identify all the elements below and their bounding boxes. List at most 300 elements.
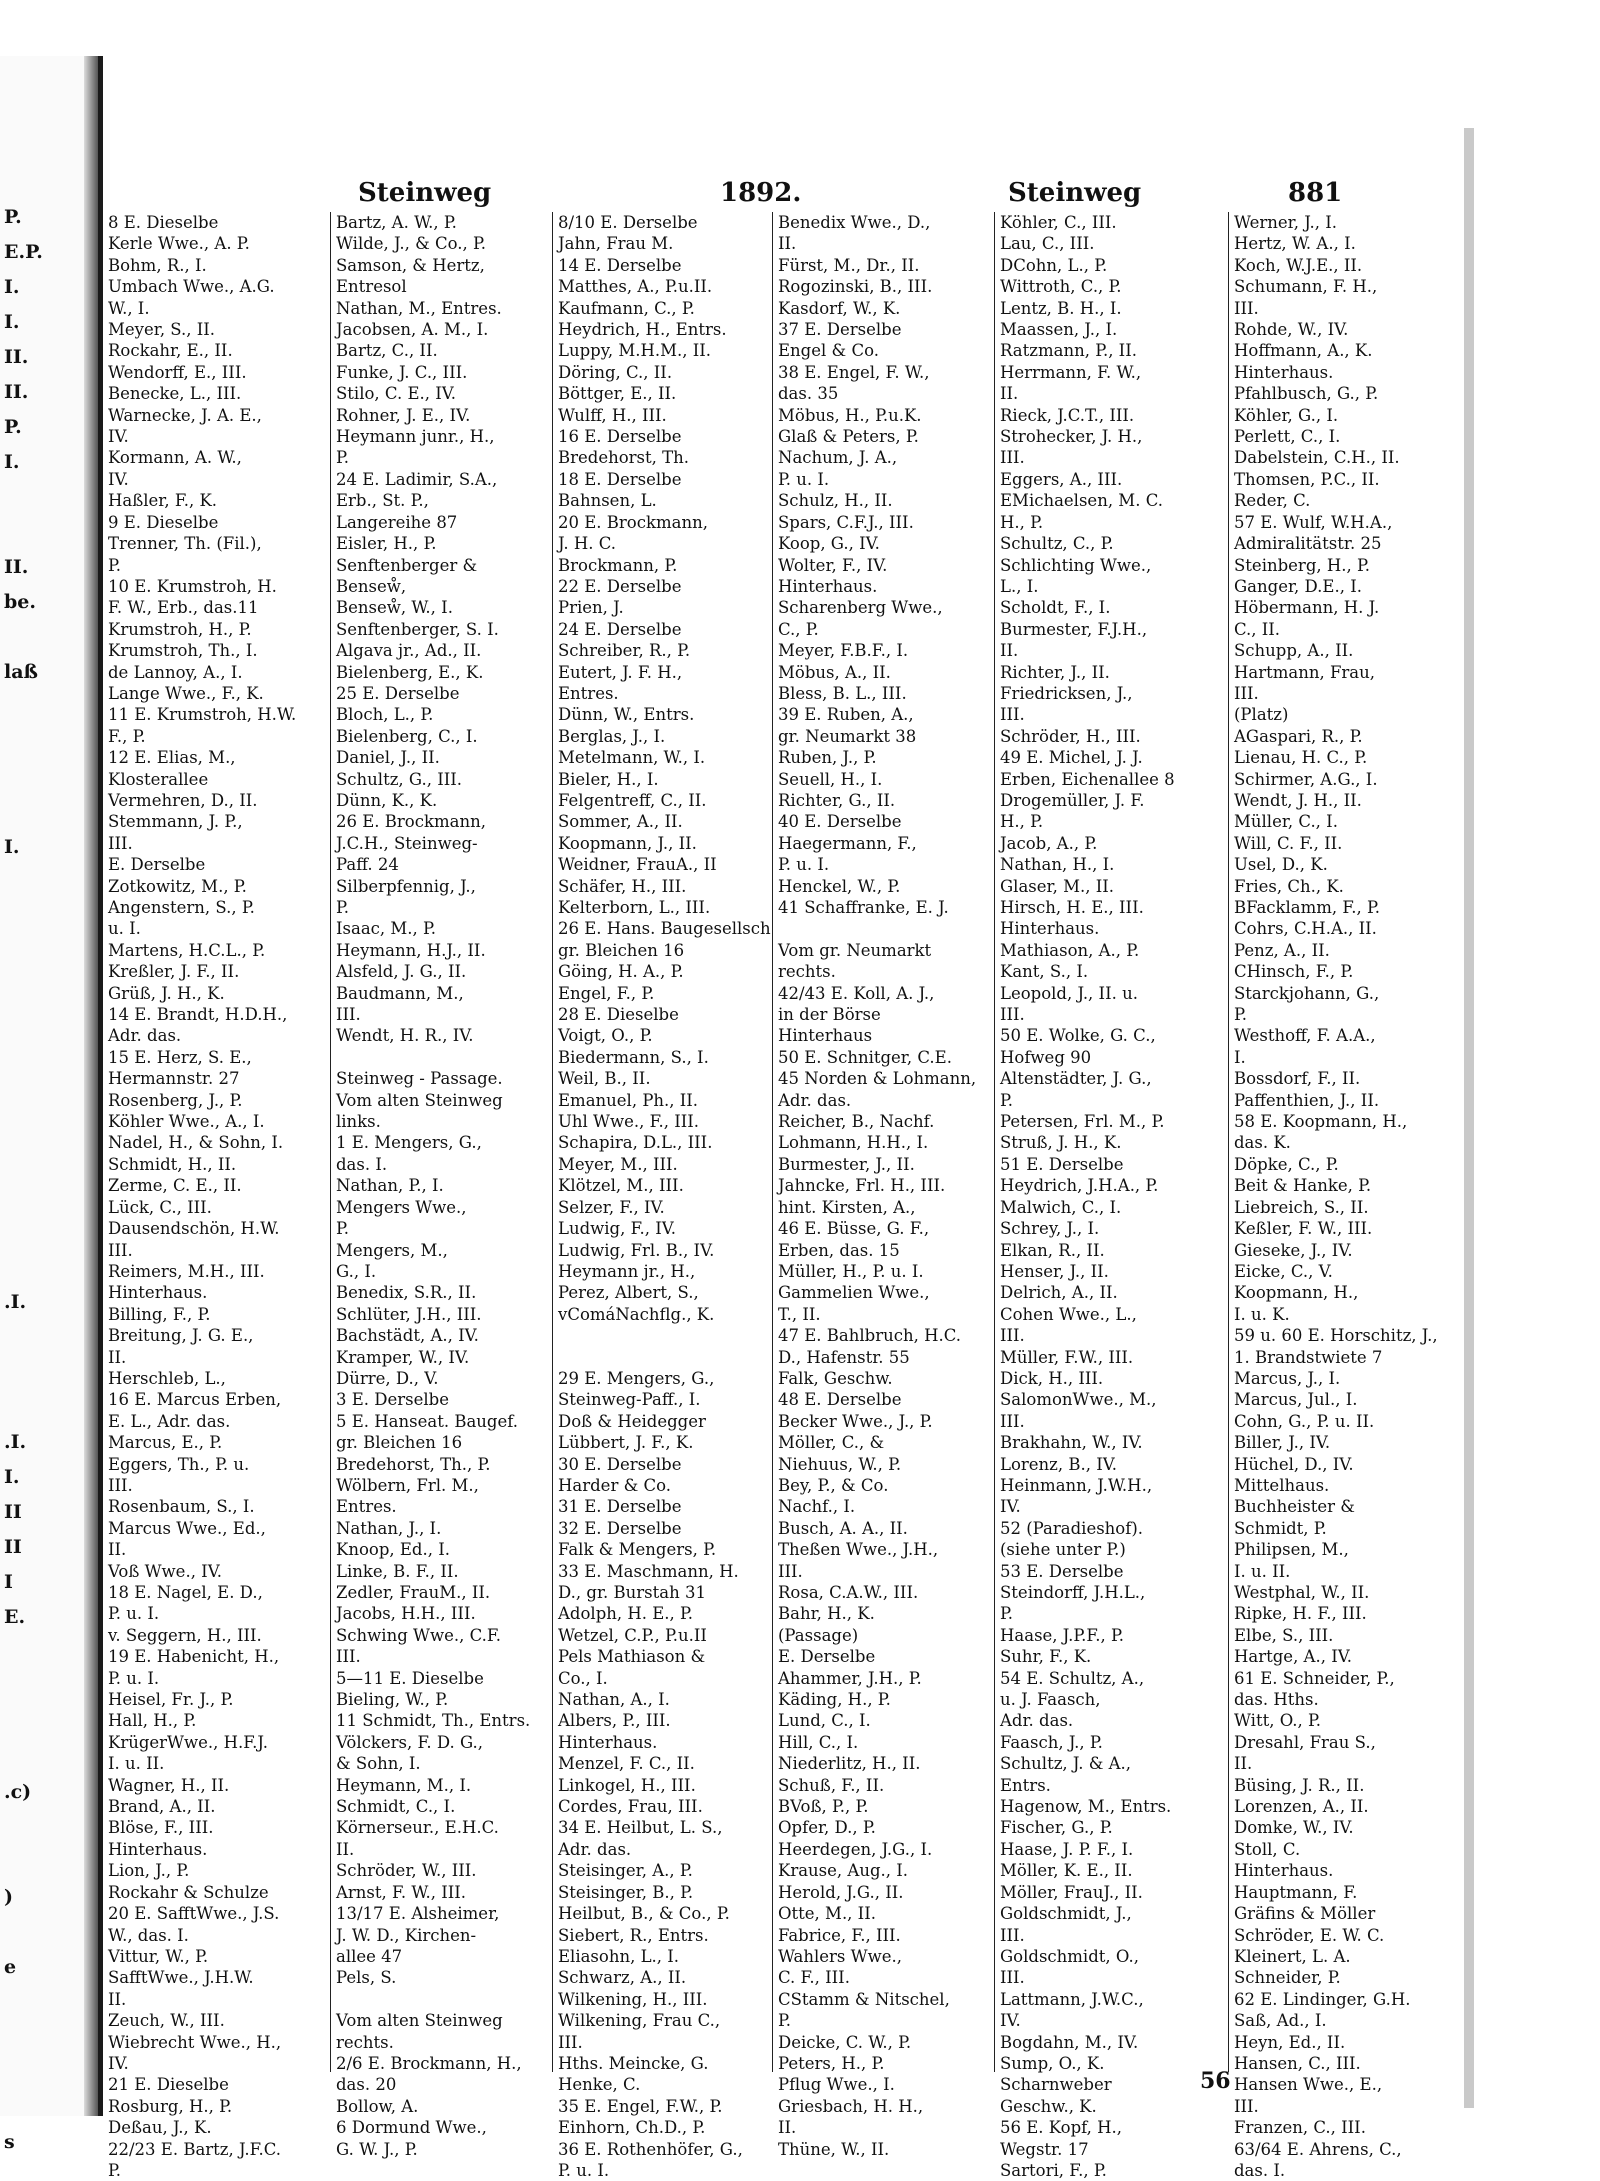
directory-entry-line: IV. (1000, 1497, 1021, 1517)
directory-entry-line: Lentz, B. H., I. (1000, 298, 1122, 318)
directory-entry-line: Stemmann, J. P., (108, 812, 243, 832)
directory-entry-line: Wilde, J., & Co., P. (336, 234, 487, 254)
directory-entry-line: Adr. das. (108, 1026, 182, 1046)
directory-entry-line: Matthes, A., P.u.II. (558, 277, 713, 297)
directory-entry-line: Kramper, W., IV. (336, 1347, 470, 1367)
directory-entry-line: Krumstroh, H., P. (108, 619, 252, 639)
directory-entry-line: 30 E. Derselbe (558, 1454, 682, 1474)
directory-entry-line: T., II. (778, 1304, 821, 1324)
directory-entry-line: Grüß, J. H., K. (108, 983, 225, 1003)
directory-entry-line: Engel & Co. (778, 341, 879, 361)
directory-entry-line: 18 E. Derselbe (558, 469, 682, 489)
directory-entry-line: Nathan, M., Entres. (336, 298, 502, 318)
directory-entry-line: Hths. Meincke, G. (558, 2053, 709, 2073)
directory-entry-line: 1. Brandstwiete 7 (1234, 1347, 1383, 1367)
directory-entry-line: Keßler, F. W., III. (1234, 1219, 1373, 1239)
directory-entry-line: P. (108, 555, 122, 575)
directory-entry-line: Müller, F.W., III. (1000, 1347, 1134, 1367)
directory-entry-line: Menzel, F. C., II. (558, 1754, 695, 1774)
directory-entry-line: Eggers, A., III. (1000, 469, 1123, 489)
directory-entry-line: Schäfer, H., III. (558, 876, 687, 896)
directory-entry-line: Funke, J. C., III. (336, 362, 468, 382)
directory-entry-line: IV. (108, 2053, 129, 2073)
directory-entry-line: Adolph, H. E., P. (558, 1604, 694, 1624)
directory-entry-line: 24 E. Ladimir, S.A., (336, 469, 498, 489)
directory-entry-line: Rockahr & Schulze (108, 1882, 269, 1902)
directory-entry-line: C. F., III. (778, 1968, 850, 1988)
directory-entry-line: rechts. (778, 962, 836, 982)
directory-entry-line: Hartmann, Frau, (1234, 662, 1376, 682)
directory-entry-line: Glaser, M., II. (1000, 876, 1115, 896)
directory-entry-line: Brand, A., II. (108, 1797, 216, 1817)
directory-entry-line: Ahammer, J.H., P. (778, 1668, 922, 1688)
directory-entry-line: Bredehorst, Th., P. (336, 1454, 491, 1474)
column-5 (1000, 212, 1224, 2180)
directory-entry-line: P. (1000, 1604, 1014, 1624)
directory-entry-line: Senftenberger, S. I. (336, 619, 499, 639)
directory-entry-line: III. (108, 1475, 133, 1495)
directory-entry-line: Rohner, J. E., IV. (336, 405, 471, 425)
directory-entry-line: in der Börse (778, 1005, 881, 1025)
directory-entry-line: 21 E. Dieselbe (108, 2075, 229, 2095)
directory-entry-line: Selzer, F., IV. (558, 1197, 665, 1217)
directory-entry-line: 47 E. Bahlbruch, H.C. (778, 1326, 961, 1346)
directory-entry-line: Bless, B. L., III. (778, 683, 907, 703)
directory-entry-line (558, 1347, 768, 1368)
directory-entry-line: (Platz) (1234, 705, 1289, 725)
directory-entry-line: 51 E. Derselbe (1000, 1154, 1124, 1174)
directory-entry-line: KrügerWwe., H.F.J. (108, 1732, 268, 1752)
previous-page-fragment: .I. (4, 1431, 27, 1453)
directory-entry-line: Witt, O., P. (1234, 1711, 1321, 1731)
directory-entry-line: Henser, J., II. (1000, 1261, 1109, 1281)
directory-entry-line: Rosburg, H., P. (108, 2096, 233, 2116)
directory-entry-line: 62 E. Lindinger, G.H. (1234, 1989, 1411, 2009)
directory-entry-line: Köhler, C., III. (1000, 213, 1117, 232)
directory-entry-line: Wahlers Wwe., (778, 1946, 902, 1966)
directory-entry-line: Billing, F., P. (108, 1304, 211, 1324)
directory-entry-line: Liebreich, S., II. (1234, 1197, 1369, 1217)
directory-entry-line: J. H. C. (558, 534, 616, 554)
directory-entry-line: Ripke, H. F., III. (1234, 1604, 1367, 1624)
directory-entry-line: Zotkowitz, M., P. (108, 876, 247, 896)
directory-entry-line: Rosenbaum, S., I. (108, 1497, 255, 1517)
directory-entry-line: links. (336, 1112, 381, 1132)
directory-entry-line: Bahr, H., K. (778, 1604, 875, 1624)
directory-entry-line: Glaß & Peters, P. (778, 427, 919, 447)
directory-entry-line: das. 35 (778, 384, 839, 404)
previous-page-fragment: I (4, 1571, 13, 1593)
previous-page-fragment: P. (4, 416, 22, 438)
directory-entry-line: Jacobs, H.H., III. (336, 1604, 476, 1624)
directory-entry-line: Döring, C., II. (558, 362, 673, 382)
directory-entry-line: Emanuel, Ph., II. (558, 1090, 699, 1110)
directory-entry-line: Zedler, FrauM., II. (336, 1583, 491, 1602)
directory-entry-line: II. (336, 1839, 355, 1859)
directory-entry-line: Erb., St. P., (336, 491, 429, 511)
directory-entry-line: Pflug Wwe., I. (778, 2075, 895, 2095)
directory-entry-line: 28 E. Dieselbe (558, 1005, 679, 1025)
directory-entry-line: Nathan, P., I. (336, 1176, 444, 1196)
directory-entry-line: Bloch, L., P. (336, 705, 434, 725)
directory-entry-line: D., gr. Burstah 31 (558, 1583, 706, 1602)
directory-entry-line: 40 E. Derselbe (778, 812, 902, 832)
directory-entry-line: Umbach Wwe., A.G. (108, 277, 275, 297)
directory-entry-line: 26 E. Hans. Baugesellsch (558, 919, 771, 939)
directory-entry-line: III. (1000, 1411, 1025, 1431)
directory-entry-line: Heymann jr., H., (558, 1261, 696, 1281)
directory-entry-line: Deicke, C. W., P. (778, 2032, 912, 2052)
directory-entry-line: I. u. II. (1234, 1561, 1291, 1581)
directory-entry-line: Starckjohann, G., (1234, 983, 1380, 1003)
directory-entry-line: Sump, O., K. (1000, 2053, 1105, 2073)
directory-entry-line: F. W., Erb., das.11 (108, 598, 259, 618)
directory-entry-line: 8 E. Dieselbe (108, 213, 219, 232)
directory-entry-line: Böttger, E., II. (558, 384, 677, 404)
directory-entry-line: Krause, Aug., I. (778, 1861, 909, 1881)
directory-entry-line: L., I. (1000, 576, 1039, 596)
directory-entry-line: Fries, Ch., K. (1234, 876, 1344, 896)
directory-entry-line: Kerle Wwe., A. P. (108, 234, 250, 254)
directory-entry-line: Henke, C. (558, 2075, 641, 2095)
directory-entry-line: Delrich, A., II. (1000, 1283, 1118, 1303)
directory-entry-line: 57 E. Wulf, W.H.A., (1234, 512, 1393, 532)
directory-entry-line: Jacobsen, A. M., I. (336, 320, 489, 340)
directory-entry-line: rechts. (336, 2032, 394, 2052)
directory-entry-line: 33 E. Maschmann, H. (558, 1561, 739, 1581)
directory-entry-line: Hauptmann, F. (1234, 1882, 1358, 1902)
directory-entry-line: Gräfins & Möller (1234, 1904, 1376, 1924)
directory-entry-line: BVoß, P., P. (778, 1797, 869, 1817)
directory-entry-line: III. (1234, 2096, 1259, 2116)
directory-entry-line: 34 E. Heilbut, L. S., (558, 1818, 723, 1838)
directory-entry-line: Engel, F., P. (558, 983, 655, 1003)
directory-entry-line: Wilkening, Frau C., (558, 2011, 721, 2031)
header-left-title: Steinweg (358, 178, 492, 208)
directory-entry-line: Adr. das. (558, 1839, 632, 1859)
directory-entry-line: Prien, J. (558, 598, 624, 618)
directory-entry-line: Schlüter, J.H., III. (336, 1304, 482, 1324)
directory-entry-line: E. Derselbe (108, 855, 206, 875)
directory-entry-line: Steinweg-Paff., I. (558, 1390, 701, 1410)
directory-entry-line: Sommer, A., II. (558, 812, 683, 832)
directory-entry-line: Hermannstr. 27 (108, 1069, 240, 1089)
directory-entry-line: Dresahl, Frau S., (1234, 1732, 1376, 1752)
header-year: 1892. (720, 178, 802, 208)
directory-entry-line: Wittroth, C., P. (1000, 277, 1122, 297)
directory-entry-line: 1 E. Mengers, G., (336, 1133, 482, 1153)
directory-entry-line: Vom gr. Neumarkt (778, 940, 932, 960)
directory-entry-line: Schröder, E. W. C. (1234, 1925, 1385, 1945)
directory-entry-line: Arnst, F. W., III. (336, 1882, 466, 1902)
directory-entry-line: Alsfeld, J. G., II. (336, 962, 467, 982)
directory-entry-line: Domke, W., IV. (1234, 1818, 1354, 1838)
directory-entry-line: P. u. I. (778, 469, 830, 489)
directory-entry-line: Scharnweber (1000, 2075, 1112, 2095)
directory-entry-line: Admiralitätstr. 25 (1234, 534, 1382, 554)
directory-entry-line: Elkan, R., II. (1000, 1240, 1105, 1260)
directory-entry-line: Bartz, A. W., P. (336, 213, 457, 232)
directory-entry-line: Meyer, M., III. (558, 1154, 678, 1174)
directory-entry-line: Zerme, C. E., II. (108, 1176, 242, 1196)
directory-entry-line: Benseẘ, W., I. (336, 598, 453, 618)
directory-entry-line: P. u. I. (558, 2160, 610, 2180)
directory-entry-line: Dabelstein, C.H., II. (1234, 448, 1400, 468)
directory-entry-line: 6 Dormund Wwe., (336, 2118, 487, 2138)
directory-entry-line: 19 E. Habenicht, H., (108, 1647, 280, 1667)
directory-entry-line: Heinmann, J.W.H., (1000, 1475, 1153, 1495)
directory-entry-line: Benseẘ, (336, 576, 407, 596)
directory-entry-line: Stoll, C. (1234, 1839, 1301, 1859)
directory-entry-line: Blöse, F., III. (108, 1818, 214, 1838)
directory-entry-line: Daniel, J., II. (336, 748, 440, 768)
directory-entry-line: Nathan, J., I. (336, 1518, 442, 1538)
directory-entry-line: 52 (Paradieshof). (1000, 1518, 1144, 1538)
directory-entry-line: Cohrs, C.H.A., II. (1234, 919, 1377, 939)
directory-entry-line: Hagenow, M., Entrs. (1000, 1797, 1172, 1817)
directory-entry-line (778, 918, 990, 939)
directory-entry-line: gr. Bleichen 16 (558, 940, 685, 960)
directory-entry-line: Rockahr, E., II. (108, 341, 233, 361)
directory-entry-line: Peters, H., P. (778, 2053, 885, 2073)
directory-entry-line: 59 u. 60 E. Horschitz, J., (1234, 1326, 1438, 1346)
directory-entry-line: Göing, H. A., P. (558, 962, 684, 982)
directory-entry-line: 50 E. Schnitger, C.E. (778, 1047, 952, 1067)
directory-entry-line: Heisel, Fr. J., P. (108, 1690, 234, 1710)
directory-entry-line: Heymann junr., H., (336, 427, 495, 447)
directory-entry-line: (Passage) (778, 1625, 859, 1645)
directory-entry-line: Saß, Ad., I. (1234, 2011, 1327, 2031)
directory-entry-line: Marcus, E., P. (108, 1433, 223, 1453)
previous-page-fragment: I. (4, 311, 20, 333)
directory-entry-line: 16 E. Derselbe (558, 427, 682, 447)
directory-entry-line: Ludwig, F., IV. (558, 1219, 677, 1239)
directory-entry-line: Kreßler, J. F., II. (108, 962, 240, 982)
directory-entry-line: Mathiason, A., P. (1000, 940, 1140, 960)
directory-entry-line: W., das. I. (108, 1925, 189, 1945)
directory-entry-line: Voß Wwe., IV. (108, 1561, 222, 1581)
directory-entry-line: & Sohn, I. (336, 1754, 421, 1774)
directory-entry-line: E. L., Adr. das. (108, 1411, 231, 1431)
directory-entry-line: Opfer, D., P. (778, 1818, 876, 1838)
directory-entry-line: III. (1000, 1925, 1025, 1945)
directory-entry-line: 61 E. Schneider, P., (1234, 1668, 1395, 1688)
directory-entry-line: II. (108, 1989, 127, 2009)
directory-entry-line: Samson, & Hertz, (336, 255, 485, 275)
directory-entry-line (336, 1989, 548, 2010)
directory-entry-line: 9 E. Dieselbe (108, 512, 219, 532)
directory-entry-line: Senftenberger & (336, 555, 478, 575)
directory-entry-line: de Lannoy, A., I. (108, 662, 243, 682)
directory-entry-line: P. (336, 1219, 350, 1239)
directory-entry-line: Algava jr., Ad., II. (336, 641, 482, 661)
directory-entry-line: Jacob, A., P. (1000, 833, 1098, 853)
directory-entry-line: Zeuch, W., III. (108, 2011, 225, 2031)
directory-entry-line: Baudmann, M., (336, 983, 464, 1003)
directory-entry-line: Uhl Wwe., F., III. (558, 1112, 700, 1132)
directory-entry-line: 58 E. Koopmann, H., (1234, 1112, 1408, 1132)
directory-entry-line: Steinberg, H., P. (1234, 555, 1370, 575)
directory-entry-line: 25 E. Derselbe (336, 683, 460, 703)
directory-entry-line: Nachum, J. A., (778, 448, 898, 468)
directory-entry-line: Deßau, J., K. (108, 2118, 212, 2138)
directory-entry-line: III. (1000, 705, 1025, 725)
directory-entry-line: Heydrich, H., Entrs. (558, 320, 727, 340)
directory-entry-line: Hinterhaus. (108, 1839, 208, 1859)
directory-entry-line: Dausendschön, H.W. (108, 1219, 280, 1239)
directory-entry-line: IV. (108, 427, 129, 447)
directory-entry-line: III. (336, 1647, 361, 1667)
directory-entry-line: 37 E. Derselbe (778, 320, 902, 340)
directory-entry-line: 38 E. Engel, F. W., (778, 362, 930, 382)
directory-entry-line: 36 E. Rothenhöfer, G., (558, 2139, 743, 2159)
column-divider (552, 212, 553, 2072)
directory-entry-line: Erben, das. 15 (778, 1240, 900, 1260)
directory-entry-line: III. (1234, 683, 1259, 703)
directory-entry-line: Haßler, F., K. (108, 491, 218, 511)
directory-entry-line: Luppy, M.H.M., II. (558, 341, 712, 361)
directory-entry-line: 29 E. Mengers, G., (558, 1368, 715, 1388)
directory-entry-line: DCohn, L., P. (1000, 255, 1108, 275)
directory-entry-line: Schultz, J. & A., (1000, 1754, 1132, 1774)
directory-entry-line: Albers, P., III. (558, 1711, 671, 1731)
directory-entry-line: Müller, H., P. u. I. (778, 1261, 924, 1281)
directory-entry-line: Schwing Wwe., C.F. (336, 1625, 501, 1645)
directory-entry-line: Wendt, H. R., IV. (336, 1026, 474, 1046)
column-divider (772, 212, 773, 2072)
directory-entry-line: Jahn, Frau M. (558, 234, 674, 254)
directory-entry-line: Eggers, Th., P. u. (108, 1454, 250, 1474)
directory-entry-line: Martens, H.C.L., P. (108, 940, 266, 960)
directory-entry-line: u. I. (108, 919, 141, 939)
directory-entry-line: Faasch, J., P. (1000, 1732, 1103, 1752)
directory-entry-line: Schneider, P. (1234, 1968, 1341, 1988)
directory-entry-line: Bredehorst, Th. (558, 448, 690, 468)
directory-entry-line: Herschleb, L., (108, 1368, 226, 1388)
previous-page-fragment: ) (4, 1886, 13, 1908)
column-divider (330, 212, 331, 2072)
directory-entry-line: Pels, S. (336, 1968, 397, 1988)
directory-entry-line: Ludwig, Frl. B., IV. (558, 1240, 715, 1260)
directory-entry-line: III. (1000, 1005, 1025, 1025)
column-1 (108, 212, 326, 2180)
directory-entry-line: Bartz, C., II. (336, 341, 438, 361)
directory-entry-line: II. (778, 2118, 797, 2138)
directory-entry-line: Haase, J.P.F., P. (1000, 1625, 1124, 1645)
directory-entry-line: Knoop, Ed., I. (336, 1540, 450, 1560)
directory-entry-line: Herrmann, F. W., (1000, 362, 1142, 382)
directory-entry-line: Franzen, C., III. (1234, 2118, 1366, 2138)
directory-entry-line: Eicke, C., V. (1234, 1261, 1333, 1281)
directory-entry-line: Höbermann, H. J. (1234, 598, 1380, 618)
directory-entry-line: Wilkening, H., III. (558, 1989, 708, 2009)
directory-entry-line: Müller, C., I. (1234, 812, 1338, 832)
directory-entry-line: III. (1234, 298, 1259, 318)
directory-entry-line: Hüchel, D., IV. (1234, 1454, 1354, 1474)
column-6 (1234, 212, 1454, 2180)
directory-entry-line: IV. (108, 469, 129, 489)
directory-entry-line: Möbus, A., II. (778, 662, 891, 682)
previous-page-fragment: .I. (4, 1291, 27, 1313)
directory-entry-line: 56 E. Kopf, H., (1000, 2118, 1123, 2138)
directory-entry-line: Vom alten Steinweg (336, 1090, 503, 1110)
directory-entry-line: 41 Schaffranke, E. J. (778, 898, 949, 917)
directory-entry-line: Drogemüller, J. F. (1000, 790, 1145, 810)
directory-entry-line: Hinterhaus. (558, 1732, 658, 1752)
directory-entry-line: Adr. das. (778, 1090, 852, 1110)
directory-entry-line: Mengers, M., (336, 1240, 448, 1260)
directory-entry-line: Steinweg - Passage. (336, 1069, 503, 1089)
directory-entry-line: 2/6 E. Brockmann, H., (336, 2053, 522, 2073)
directory-entry-line: 39 E. Ruben, A., (778, 705, 914, 725)
directory-entry-line: gr. Neumarkt 38 (778, 726, 917, 746)
directory-entry-line: Isaac, M., P. (336, 919, 437, 939)
directory-entry-line: Goldschmidt, O., (1000, 1946, 1139, 1966)
directory-entry-line: Mengers Wwe., (336, 1197, 467, 1217)
previous-page-fragment: .c) (4, 1781, 32, 1803)
directory-entry-line: Hoffmann, A., K. (1234, 341, 1373, 361)
directory-entry-line: 45 Norden & Lohmann, (778, 1069, 977, 1089)
directory-entry-line: Scholdt, F., I. (1000, 598, 1111, 618)
directory-entry-line: I. (1234, 1047, 1246, 1067)
directory-entry-line: SafftWwe., J.H.W. (108, 1968, 254, 1988)
column-2 (336, 212, 548, 2159)
directory-entry-line: Heymann, M., I. (336, 1775, 472, 1795)
directory-entry-line: Altenstädter, J. G., (1000, 1069, 1152, 1089)
directory-entry-line: Klötzel, M., III. (558, 1176, 684, 1196)
directory-entry-line: Lund, C., I. (778, 1711, 871, 1731)
directory-entry-line: P. u. I. (108, 1604, 160, 1624)
directory-entry-line: das. K. (1234, 1133, 1291, 1153)
previous-page-fragment: I. (4, 1466, 20, 1488)
directory-entry-line: III. (1000, 1968, 1025, 1988)
directory-entry-line: Schulz, H., II. (778, 491, 893, 511)
directory-entry-line: II. (108, 1347, 127, 1367)
previous-page-fragment: I. (4, 276, 20, 298)
directory-entry-line: Biller, J., IV. (1234, 1433, 1331, 1453)
directory-entry-line: Koch, W.J.E., II. (1234, 255, 1363, 275)
directory-entry-line: J. W. D., Kirchen- (336, 1925, 477, 1945)
directory-entry-line: 46 E. Büsse, G. F., (778, 1219, 930, 1239)
directory-entry-line: Rosenberg, J., P. (108, 1090, 243, 1110)
directory-entry-line: Busch, A. A., II. (778, 1518, 908, 1538)
directory-entry-line: 63/64 E. Ahrens, C., (1234, 2139, 1402, 2159)
directory-entry-line: v. Seggern, H., III. (108, 1625, 262, 1645)
directory-entry-line: Lübbert, J. F., K. (558, 1433, 694, 1453)
directory-entry-line: Goldschmidt, J., (1000, 1904, 1132, 1924)
previous-page-fragment: I. (4, 451, 20, 473)
directory-entry-line: Hinterhaus. (778, 576, 878, 596)
directory-entry-line: Dick, H., III. (1000, 1368, 1104, 1388)
directory-entry-line: Schapira, D.L., III. (558, 1133, 713, 1153)
directory-entry-line: Hinterhaus. (1234, 362, 1334, 382)
directory-entry-line: Heydrich, J.H.A., P. (1000, 1176, 1159, 1196)
directory-entry-line: Spars, C.F.J., III. (778, 512, 914, 532)
directory-entry-line: Rosa, C.A.W., III. (778, 1583, 919, 1602)
directory-entry-line: Schmidt, H., II. (108, 1154, 237, 1174)
directory-entry-line: Käding, H., P. (778, 1690, 891, 1710)
directory-entry-line: 32 E. Derselbe (558, 1518, 682, 1538)
directory-entry-line: Hinterhaus. (1234, 1861, 1334, 1881)
directory-entry-line: Haegermann, F., (778, 833, 917, 853)
directory-entry-line: CStamm & Nitschel, (778, 1989, 950, 2009)
directory-entry-line: Ganger, D.E., I. (1234, 576, 1362, 596)
directory-entry-line: Heymann, H.J., II. (336, 940, 486, 960)
directory-entry-line: Bossdorf, F., II. (1234, 1069, 1361, 1089)
directory-entry-line: Lau, C., III. (1000, 234, 1095, 254)
directory-entry-line: Möbus, H., P.u.K. (778, 405, 922, 425)
directory-entry-line: Marcus Wwe., Ed., (108, 1518, 266, 1538)
